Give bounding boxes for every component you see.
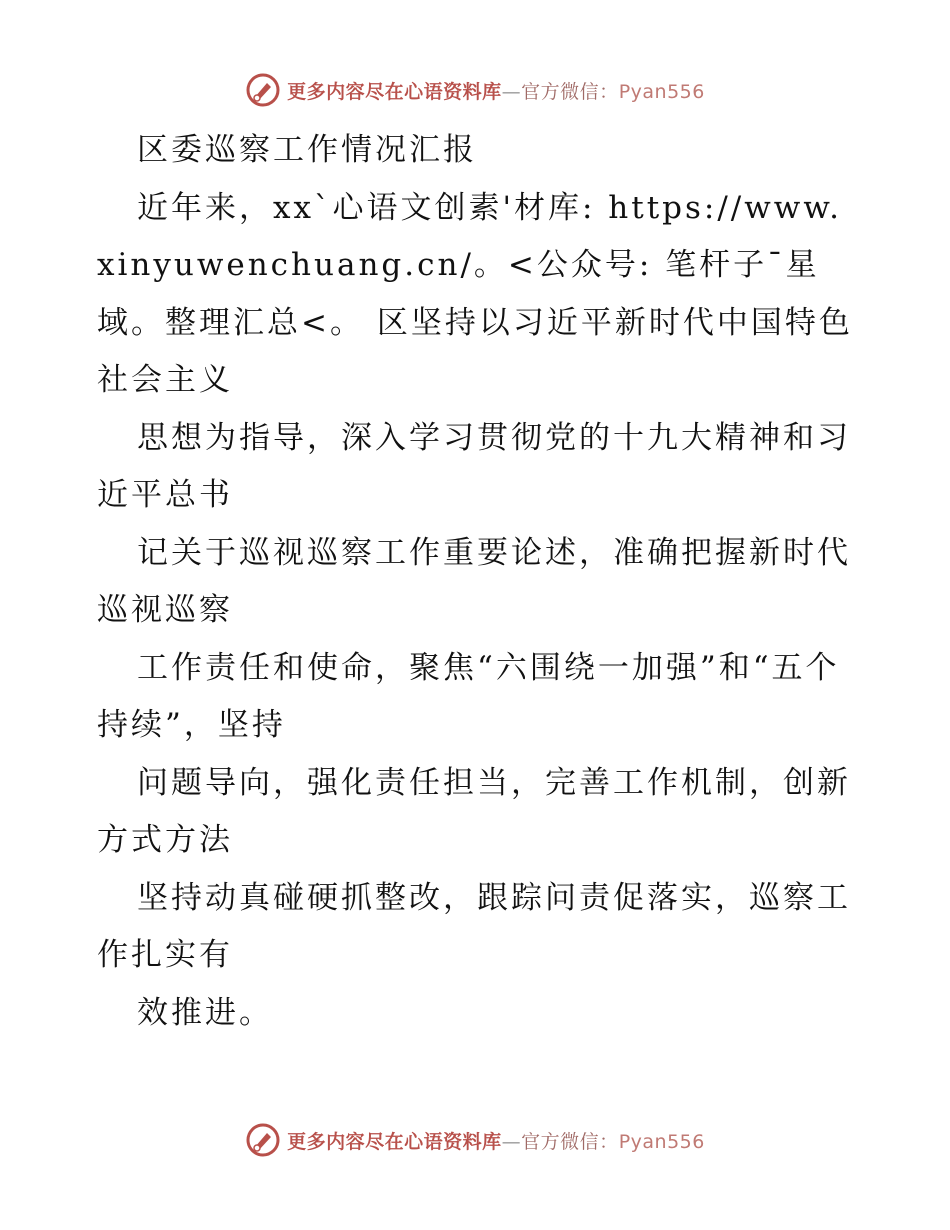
banner-text xyxy=(287,1127,705,1154)
footer-banner xyxy=(0,1118,950,1162)
paragraph: 工作责任和使命，聚焦“六围绕一加强”和“五个持续”，坚持 xyxy=(97,649,840,743)
paragraph: 坚持动真碰硬抓整改，跟踪问责促落实，巡察工作扎实有 xyxy=(97,879,851,973)
document-title: 区委巡察工作情况汇报 xyxy=(137,132,477,168)
pen-logo-icon xyxy=(245,72,281,108)
paragraph: 思想为指导，深入学习贯彻党的十九大精神和习近平总书 xyxy=(97,419,851,513)
document-body xyxy=(97,122,857,1042)
banner-main-text: 更多内容尽在心语资料库 xyxy=(287,80,502,103)
banner-dash: — xyxy=(501,1130,522,1153)
paragraph: 问题导向，强化责任担当，完善工作机制，创新方式方法 xyxy=(97,764,851,858)
banner-text xyxy=(287,77,705,104)
banner-wechat-id: Pyan556 xyxy=(618,80,705,103)
banner-main-text: 更多内容尽在心语资料库 xyxy=(287,1130,502,1153)
paragraph: 效推进。 xyxy=(137,994,273,1031)
banner-dash: — xyxy=(501,80,522,103)
banner-wechat-id: Pyan556 xyxy=(618,1130,705,1153)
banner-sub-text: 官方微信： xyxy=(521,80,619,103)
paragraph: 记关于巡视巡察工作重要论述，准确把握新时代巡视巡察 xyxy=(97,534,851,628)
paragraph: 近年来，xx`心语文创素'材库: https://www.xinyuwenchuang.cn/。<公众号: 笔杆子¯星域。整理汇总<。 区坚持以习近平新时代中国特色社会主义 xyxy=(97,189,853,398)
pen-logo-icon xyxy=(245,1122,281,1158)
header-banner xyxy=(0,68,950,112)
banner-sub-text: 官方微信： xyxy=(521,1130,619,1153)
